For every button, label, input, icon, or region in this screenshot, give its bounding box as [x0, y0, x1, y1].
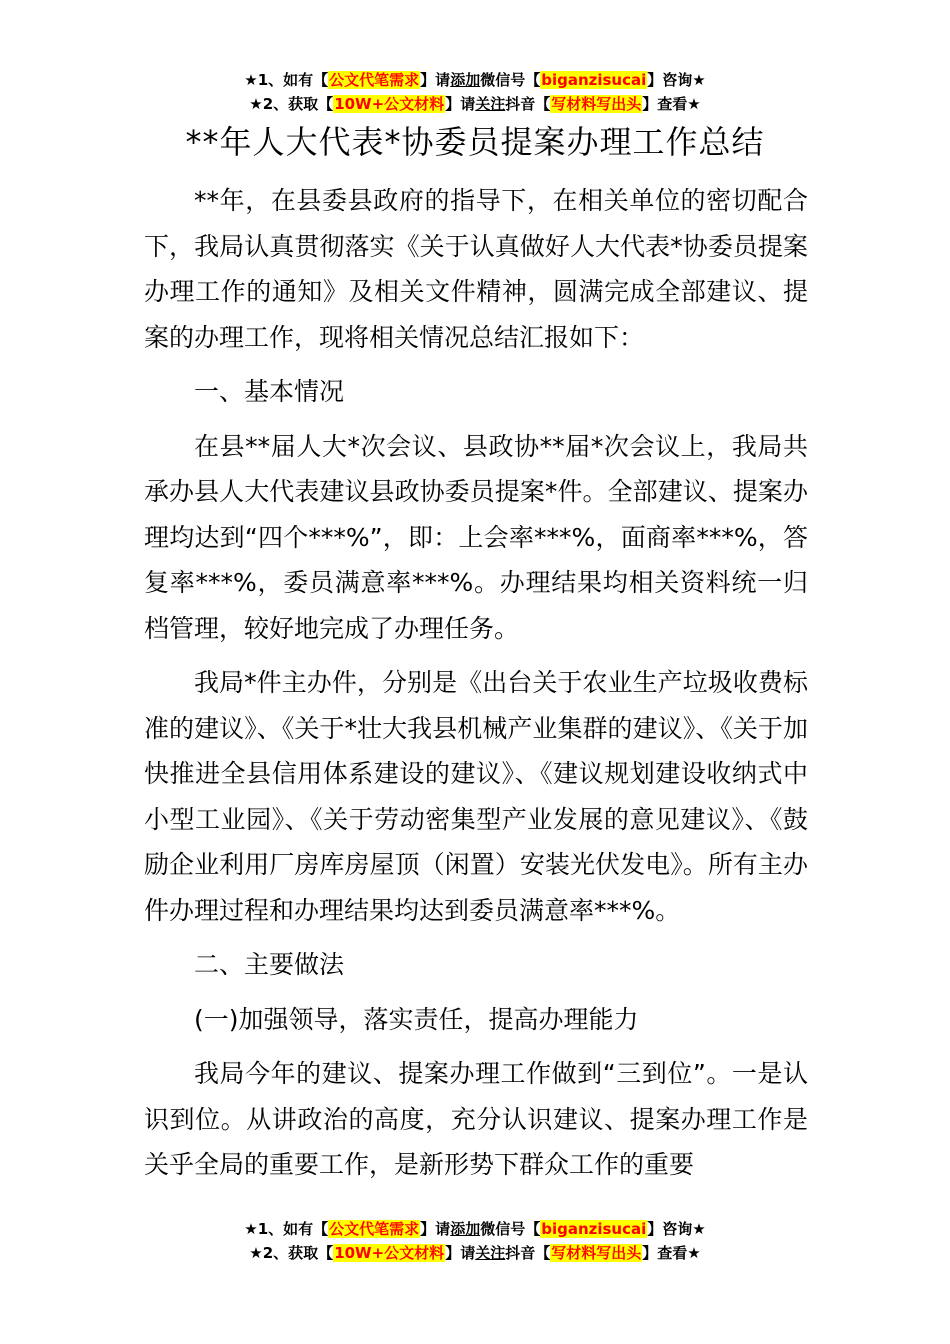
paragraph-three-in-place: 我局今年的建议、提案办理工作做到“三到位”。一是认识到位。从讲政治的高度，充分认识建议、提案办理工作是关乎全局的重要工作，是新形势下群众工作的重要	[144, 1059, 808, 1179]
promo-highlight: biganzisucai	[541, 71, 647, 89]
promo-line-2	[0, 1241, 950, 1265]
promo-text: 】咨询★	[647, 1220, 706, 1238]
promo-line-1	[0, 1217, 950, 1241]
promo-text: 】查看★	[642, 95, 701, 113]
promo-banner-top	[0, 68, 950, 116]
promo-highlight: 公文代笔需求	[329, 71, 420, 89]
promo-highlight: 写材料写出头	[551, 1244, 642, 1262]
promo-highlight: 10W+公文材料	[334, 1244, 445, 1262]
promo-text: ★1、如有【	[244, 1220, 329, 1238]
promo-line-1	[0, 68, 950, 92]
promo-underlined-text: 添加	[450, 1220, 481, 1238]
promo-text: 】查看★	[642, 1244, 701, 1262]
promo-underlined-text: 关注	[475, 95, 506, 113]
promo-text: 微信号【	[480, 71, 541, 89]
section-heading-basic-situation: 一、基本情况	[194, 377, 345, 406]
promo-underlined-text: 关注	[475, 1244, 506, 1262]
paragraph-intro: **年，在县委县政府的指导下，在相关单位的密切配合下，我局认真贯彻落实《关于认真做好人大代表*协委员提案办理工作的通知》及相关文件精神，圆满完成全部建议、提案的办理工作，现将相关情况总结汇报如下：	[144, 186, 808, 352]
promo-text: 】请	[445, 1244, 476, 1262]
section-heading-main-practices: 二、主要做法	[194, 950, 345, 979]
promo-highlight: 写材料写出头	[551, 95, 642, 113]
document-body	[144, 178, 808, 1197]
promo-text: ★1、如有【	[244, 71, 329, 89]
promo-text: ★2、获取【	[249, 95, 334, 113]
promo-text: 】咨询★	[647, 71, 706, 89]
promo-text: 】请	[420, 71, 451, 89]
promo-text: ★2、获取【	[249, 1244, 334, 1262]
paragraph-main-cases: 我局*件主办件，分别是《出台关于农业生产垃圾收费标准的建议》、《关于*壮大我县机械产业集群的建议》、《关于加快推进全县信用体系建设的建议》、《建议规划建设收纳式中小型工业园》、《关于劳动密集型产业发展的意见建议》、《鼓励企业利用厂房库房屋顶（闲置）安装光伏发电》。所有主办件办理过程和办理结果均达到委员满意率***%。	[144, 668, 808, 925]
subsection-heading-leadership: (一)加强领导，落实责任，提高办理能力	[194, 1004, 639, 1034]
promo-banner-bottom	[0, 1217, 950, 1265]
promo-text: 抖音【	[505, 95, 551, 113]
promo-highlight: biganzisucai	[541, 1220, 647, 1238]
promo-highlight: 公文代笔需求	[329, 1220, 420, 1238]
promo-underlined-text: 添加	[450, 71, 481, 89]
promo-line-2	[0, 92, 950, 116]
promo-highlight: 10W+公文材料	[334, 95, 445, 113]
promo-text: 】请	[420, 1220, 451, 1238]
document-title: **年人大代表*协委员提案办理工作总结	[185, 123, 765, 161]
promo-text: 抖音【	[505, 1244, 551, 1262]
promo-text: 微信号【	[480, 1220, 541, 1238]
paragraph-basic-situation: 在县**届人大*次会议、县政协**届*次会议上，我局共承办县人大代表建议县政协委员提案*件。全部建议、提案办理均达到“四个***%”，即：上会率***%，面商率***%，答复率***%，委员满意率***%。办理结果均相关资料统一归档管理，较好地完成了办理任务。	[144, 431, 808, 643]
promo-text: 】请	[445, 95, 476, 113]
